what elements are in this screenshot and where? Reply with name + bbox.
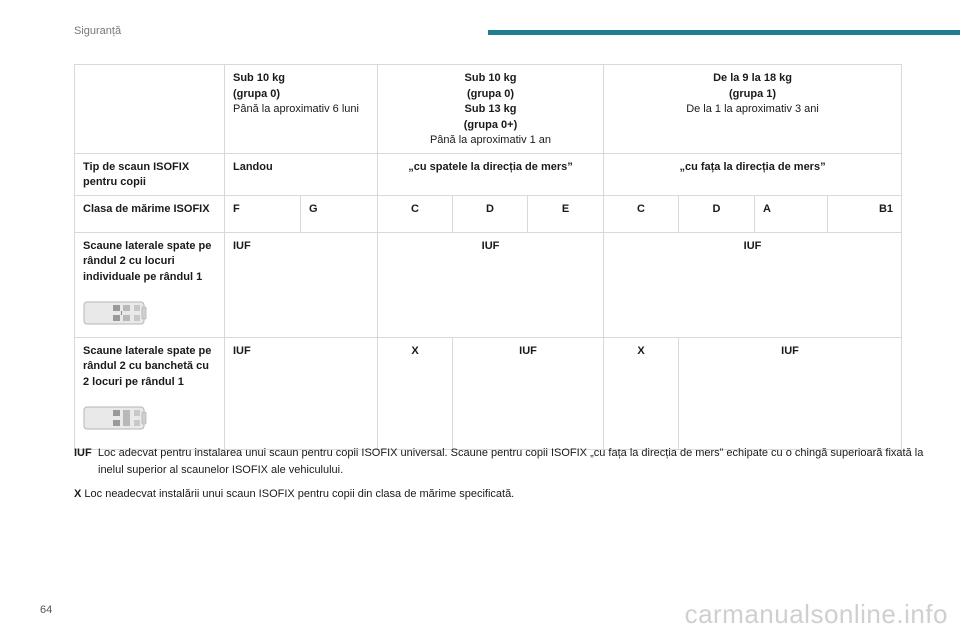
van-seat-layout-icon	[83, 404, 147, 432]
page-number: 64	[40, 604, 53, 616]
seat-type-cell: Landou	[225, 153, 378, 195]
header-age: De la 1 la aproximativ 3 ani	[686, 103, 819, 115]
suitability-cell: IUF	[679, 337, 902, 449]
size-class-cell: G	[301, 195, 378, 232]
legend-text: Loc adecvat pentru instalarea unui scaun pentru copii ISOFIX universal. Scaune pentru copii ISOFIX „cu fața la direcția de mers” echipate cu o chingă superioară fixată la inelul superior al scaunelor ISOFIX ale vehiculului.	[97, 447, 924, 476]
weight-group-header-row	[75, 65, 902, 154]
seat-type-cell: „cu spatele la direcția de mers”	[378, 153, 604, 195]
size-class-cell: D	[453, 195, 528, 232]
header-line: De la 9 la 18 kg	[713, 72, 792, 84]
suitability-cell: X	[378, 337, 453, 449]
suitability-cell: IUF	[604, 232, 902, 337]
size-class-cell: F	[225, 195, 301, 232]
isofix-table	[74, 64, 902, 450]
size-class-cell: D	[679, 195, 755, 232]
size-class-cell: C	[604, 195, 679, 232]
van-seat-layout-icon	[83, 299, 147, 327]
header-accent-bar	[488, 30, 960, 35]
row-label: Clasa de mărime ISOFIX	[75, 195, 225, 232]
header-line: (grupa 1)	[729, 87, 777, 100]
header-group-0	[225, 65, 378, 154]
header-age: Până la aproximativ 6 luni	[233, 103, 359, 115]
row-label: Scaune laterale spate pe rândul 2 cu locuri individuale pe rândul 1	[83, 239, 212, 283]
header-group-0-plus	[378, 65, 604, 154]
seating-config-row-2	[75, 337, 902, 449]
section-title: Siguranță	[74, 25, 122, 37]
suitability-cell: IUF	[225, 232, 378, 337]
size-class-row	[75, 195, 902, 232]
seating-config-row-1	[75, 232, 902, 337]
row-label: Tip de scaun ISOFIX pentru copii	[75, 153, 225, 195]
suitability-cell: X	[604, 337, 679, 449]
watermark-text: carmanualsonline.info	[684, 599, 948, 629]
legend-key: X	[74, 488, 82, 500]
suitability-cell: IUF	[225, 337, 378, 449]
row-label-cell	[75, 337, 225, 449]
size-class-cell: E	[528, 195, 604, 232]
header-line: Sub 10 kg	[233, 72, 285, 84]
header-line: Sub 10 kg	[464, 72, 517, 84]
header-group-1	[604, 65, 902, 154]
header-line: (grupa 0+)	[463, 118, 518, 131]
suitability-cell: IUF	[453, 337, 604, 449]
legend-x	[74, 486, 904, 503]
row-label-cell	[75, 232, 225, 337]
header-age: Până la aproximativ 1 an	[429, 134, 552, 146]
row-label: Scaune laterale spate pe rândul 2 cu banchetă cu 2 locuri pe rândul 1	[83, 344, 212, 388]
header-empty-cell	[75, 65, 225, 154]
legend-text: Loc neadecvat instalării unui scaun ISOFIX pentru copii din clasa de mărime specificată.	[84, 488, 515, 500]
legend-key: IUF	[74, 447, 92, 459]
header-line: (grupa 0)	[233, 87, 281, 100]
legend-iuf	[74, 445, 928, 479]
seat-type-row	[75, 153, 902, 195]
size-class-cell: A	[755, 195, 828, 232]
size-class-cell: C	[378, 195, 453, 232]
size-class-cell: B1	[828, 195, 902, 232]
suitability-cell: IUF	[378, 232, 604, 337]
seat-type-cell: „cu fața la direcția de mers”	[604, 153, 902, 195]
header-line: (grupa 0)	[466, 87, 515, 100]
header-line: Sub 13 kg	[464, 103, 517, 115]
